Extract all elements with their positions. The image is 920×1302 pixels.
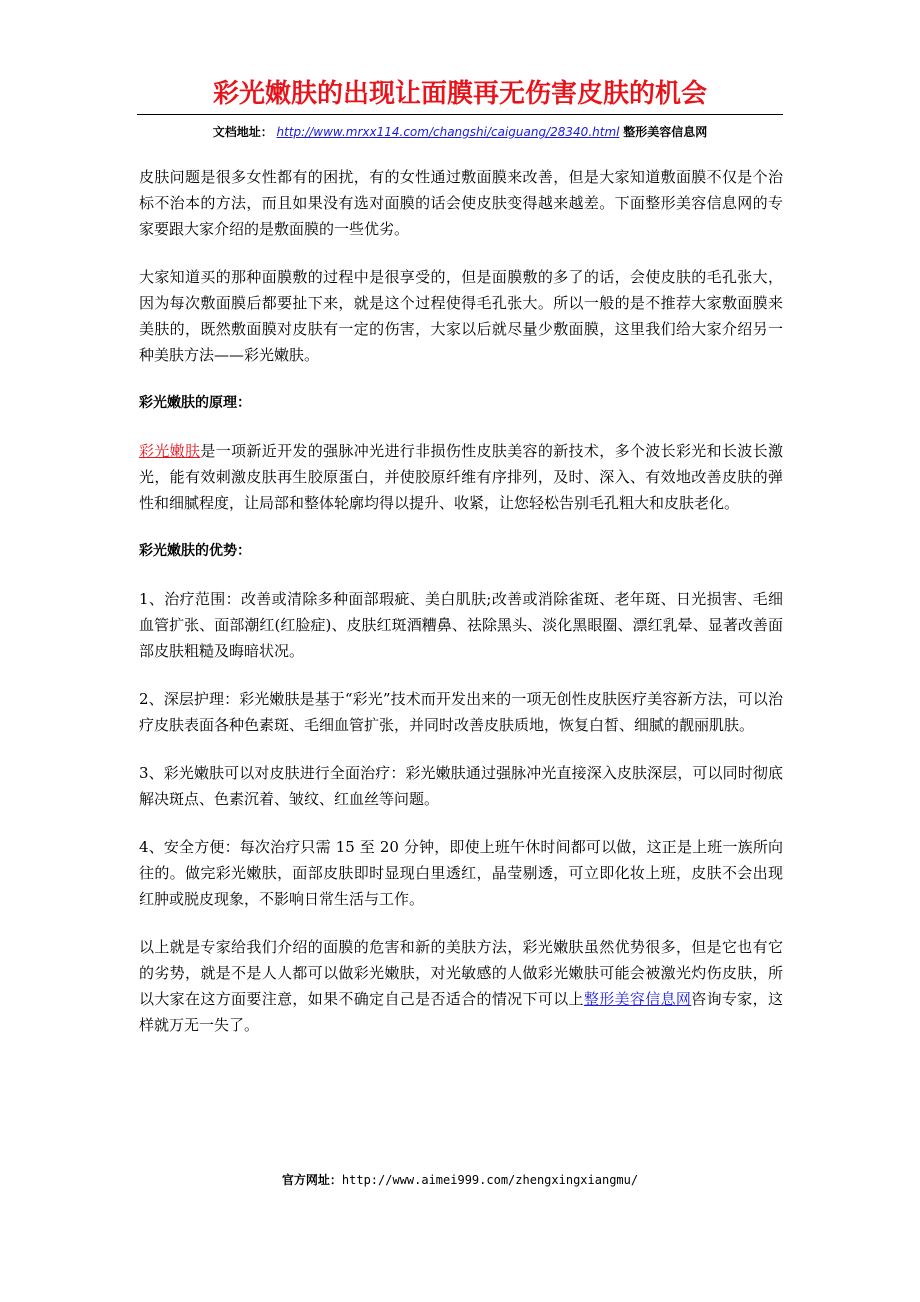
document-address-label: 文档地址： [212,125,273,139]
advantage-item-2: 2、深层护理：彩光嫩肤是基于“彩光”技术而开发出来的一项无创性皮肤医疗美容新方法，可以治疗皮肤表面各种色素斑、毛细血管扩张，并同时改善皮肤质地，恢复白皙、细腻的靓丽肌肤。 [139,690,783,734]
advantage-item-3: 3、彩光嫩肤可以对皮肤进行全面治疗：彩光嫩肤通过强脉冲光直接深入皮肤深层，可以同时彻底解决斑点、色素沉着、皱纹、红血丝等问题。 [139,764,783,808]
conclusion-paragraph [139,934,783,1038]
page-title: 彩光嫩肤的出现让面膜再无伤害皮肤的机会 [212,79,707,109]
footer [0,1170,920,1190]
advantages-heading: 彩光嫩肤的优势： [139,543,251,559]
document-address-line [0,122,920,142]
site-name: 整形美容信息网 [623,125,708,139]
principle-text: 是一项新近开发的强脉冲光进行非损伤性皮肤美容的新技术，多个波长彩光和长波长激光，能有效刺激皮肤再生胶原蛋白，并使胶原纤维有序排列，及时、深入、有效地改善皮肤的弹性和细腻程度，让局部和整体轮廓均得以提升、收紧，让您轻松告别毛孔粗大和皮肤老化。 [139,442,783,512]
principle-paragraph [139,438,783,516]
intro-paragraph: 皮肤问题是很多女性都有的困扰，有的女性通过敷面膜来改善，但是大家知道敷面膜不仅是个治标不治本的方法，而且如果没有选对面膜的话会使皮肤变得越来越差。下面整形美容信息网的专家要跟大家介绍的是敷面膜的一些优劣。 [139,168,783,238]
advantage-item-1: 1、治疗范围：改善或清除多种面部瑕疵、美白肌肤;改善或消除雀斑、老年斑、日光损害、毛细血管扩张、面部潮红(红脸症)、皮肤红斑酒糟鼻、祛除黑头、淡化黑眼圈、漂红乳晕、显著改善面部皮肤粗糙及晦暗状况。 [139,590,783,660]
article-body [139,164,783,1060]
ipl-rejuvenation-link[interactable]: 彩光嫩肤 [139,442,201,460]
advantage-item-4: 4、安全方便：每次治疗只需 15 至 20 分钟，即使上班午休时间都可以做，这正是上班一族所向往的。做完彩光嫩肤，面部皮肤即时显现白里透红，晶莹剔透，可立即化妆上班，皮肤不会出现红肿或脱皮现象，不影响日常生活与工作。 [139,838,783,908]
document-address-link[interactable]: http://www.mrxx114.com/changshi/caiguang/28340.html [276,125,620,139]
mask-paragraph: 大家知道买的那种面膜敷的过程中是很享受的，但是面膜敷的多了的话，会使皮肤的毛孔张大，因为每次敷面膜后都要扯下来，就是这个过程使得毛孔张大。所以一般的是不推荐大家敷面膜来美肤的，既然敷面膜对皮肤有一定的伤害，大家以后就尽量少敷面膜，这里我们给大家介绍另一种美肤方法——彩光嫩肤。 [139,268,783,364]
conclusion-text-start: 以上就是专家给我们介绍的面膜的危害和新的美肤方法，彩光嫩肤虽然优势很多，但是它也有它的劣势，就是不是人人都可以做彩光嫩肤，对光敏感的人做彩光嫩肤可能会被激光灼伤皮肤，所以大家在这方面要注意，如果不确定自己是否适合的情况下可以上 [139,938,783,1008]
footer-label: 官方网址： [281,1173,342,1187]
principle-heading: 彩光嫩肤的原理： [139,395,251,411]
footer-url[interactable]: http://www.aimei999.com/zhengxingxiangmu/ [341,1173,639,1187]
title-divider [137,114,783,115]
site-info-link[interactable]: 整形美容信息网 [583,990,692,1008]
conclusion-text-end: 咨询专家，这样就万无一失了。 [139,990,783,1034]
